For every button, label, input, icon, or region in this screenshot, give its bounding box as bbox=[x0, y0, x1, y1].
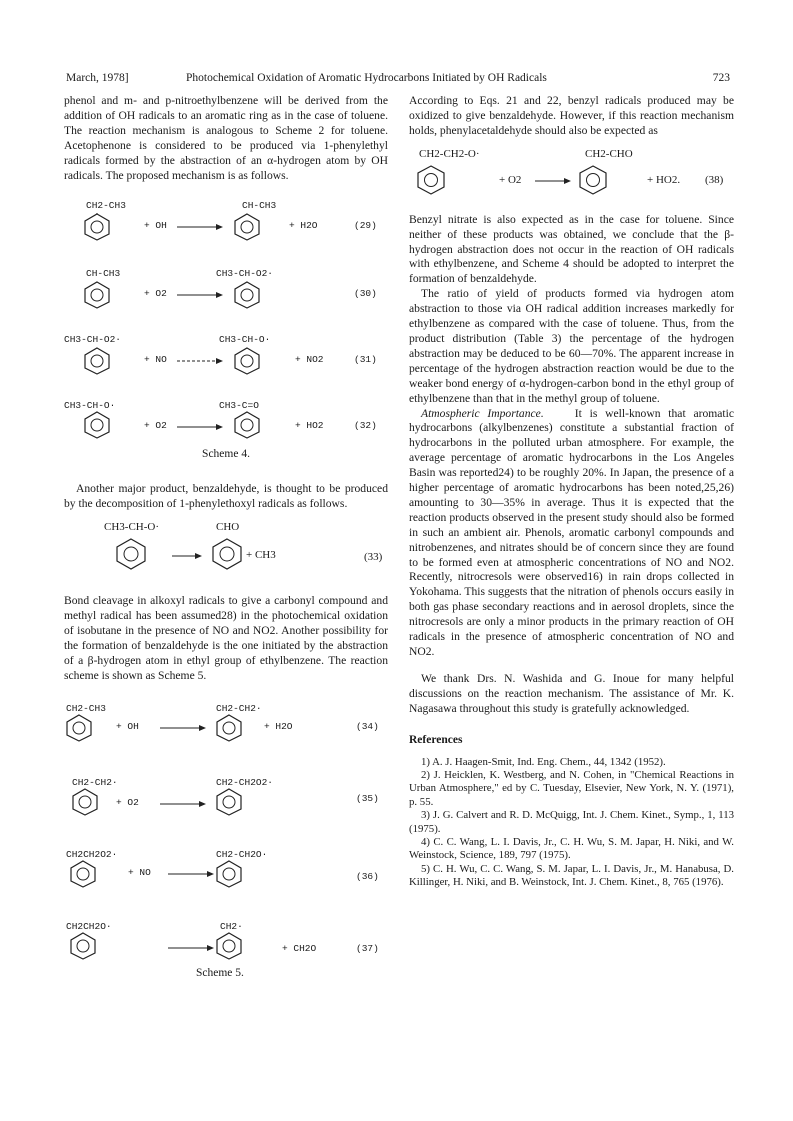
benzene-ring-icon bbox=[216, 788, 242, 816]
benzene-ring-icon bbox=[234, 347, 260, 375]
reactant-label: CH2-CH3 bbox=[86, 200, 126, 212]
product-label: CH3-CH-O2· bbox=[216, 268, 274, 280]
arrow-icon bbox=[160, 800, 206, 808]
benzene-ring-icon bbox=[116, 538, 146, 570]
equation-number: (38) bbox=[705, 173, 724, 186]
reaction-33 bbox=[64, 520, 388, 586]
byproduct-label: + HO2 bbox=[295, 420, 324, 432]
equation-number: (33) bbox=[364, 551, 383, 564]
product-label: CH-CH3 bbox=[242, 200, 277, 212]
benzene-ring-icon bbox=[84, 411, 110, 439]
reaction-34 bbox=[64, 702, 388, 760]
reference-item: 1) A. J. Haagen-Smit, Ind. Eng. Chem., 44, 1342 (1952). bbox=[421, 755, 666, 768]
byproduct-label: + NO2 bbox=[295, 354, 324, 366]
equation-number: (29) bbox=[354, 220, 377, 232]
benzene-ring-icon bbox=[216, 860, 242, 888]
reaction-30 bbox=[64, 267, 388, 327]
reactant-label: CH3-CH-O· bbox=[64, 400, 116, 412]
paragraph: According to Eqs. 21 and 22, benzyl radicals produced may be oxidized to give benzaldehyde. However, if this reaction mechanism holds, phenylacetaldehyde should also be expected as bbox=[409, 94, 734, 137]
byproduct-label: + CH2O bbox=[282, 942, 317, 954]
byproduct-label: + H2O bbox=[264, 720, 293, 732]
arrow-icon bbox=[177, 357, 223, 365]
arrow-icon bbox=[177, 423, 223, 431]
arrow-icon bbox=[172, 552, 202, 560]
benzene-ring-icon bbox=[417, 165, 445, 195]
paragraph: Bond cleavage in alkoxyl radicals to give a carbonyl compound and methyl radical has been assumed28) in the photochemical oxidation of isobutane in the presence of NO and NO2. Another possibility for the formation of benzaldehyde is the one initiated by the abstraction of a β-hydrogen atom in ethyl group of ethylbenzene. The reaction scheme is shown as Scheme 5. bbox=[64, 594, 388, 682]
left-column bbox=[64, 94, 388, 981]
acknowledgment: We thank Drs. N. Washida and G. Inoue for many helpful discussions on the reaction mechanism. The assistance of Mr. K. Nagasawa throughout this study is gratefully acknowledged. bbox=[409, 671, 734, 715]
reagent-label: + O2 bbox=[499, 173, 522, 186]
section-heading: Atmospheric Importance. bbox=[421, 406, 544, 420]
reactant-label: CH3-CH-O· bbox=[104, 521, 159, 534]
scheme-caption: Scheme 5. bbox=[196, 966, 244, 979]
benzene-ring-icon bbox=[66, 714, 92, 742]
benzene-ring-icon bbox=[70, 932, 96, 960]
reagent-label: + OH bbox=[116, 720, 139, 732]
arrow-icon bbox=[168, 870, 214, 878]
reagent-label: + NO bbox=[128, 866, 151, 878]
benzene-ring-icon bbox=[84, 281, 110, 309]
reaction-29 bbox=[64, 199, 388, 257]
reagent-label: + OH bbox=[144, 220, 167, 232]
header-date: March, 1978] bbox=[66, 72, 129, 84]
reference-item: 2) J. Heicklen, K. Westberg, and N. Cohen, in "Chemical Reactions in Urban Atmosphere," ed by C. Tuesday, Elsevier, New York, N. Y. (1971), p. 55. bbox=[409, 768, 735, 808]
benzene-ring-icon bbox=[216, 932, 242, 960]
arrow-icon bbox=[535, 177, 571, 185]
benzene-ring-icon bbox=[72, 788, 98, 816]
reaction-37 bbox=[64, 920, 388, 972]
equation-number: (35) bbox=[356, 792, 379, 804]
reaction-32 bbox=[64, 399, 388, 451]
reactant-label: CH-CH3 bbox=[86, 268, 121, 280]
reference-item: 3) J. G. Calvert and R. D. McQuigg, Int. J. Chem. Kinet., Symp., 1, 113 (1975). bbox=[409, 809, 735, 835]
page-number: 723 bbox=[712, 72, 730, 84]
references-title: References bbox=[409, 733, 463, 746]
reaction-38 bbox=[409, 147, 734, 213]
reference-item: 4) C. C. Wang, L. I. Davis, Jr., C. H. Wu, S. M. Japar, H. Niki, and W. Weinstock, Science, 189, 797 (1975). bbox=[409, 835, 735, 862]
scheme-caption: Scheme 4. bbox=[202, 448, 250, 461]
product-label: CH3-C=O bbox=[219, 400, 259, 412]
reactant-label: CH2CH2O2· bbox=[66, 848, 118, 860]
equation-number: (30) bbox=[354, 288, 377, 300]
product-label: CH2-CH2O· bbox=[216, 848, 268, 860]
arrow-icon bbox=[177, 291, 223, 299]
reaction-36 bbox=[64, 848, 388, 906]
arrow-icon bbox=[177, 223, 223, 231]
benzene-ring-icon bbox=[84, 347, 110, 375]
header-title: Photochemical Oxidation of Aromatic Hydrocarbons Initiated by OH Radicals bbox=[186, 72, 547, 84]
right-column bbox=[409, 94, 734, 890]
benzene-ring-icon bbox=[84, 213, 110, 241]
reference-item: 5) C. H. Wu, C. C. Wang, S. M. Japar, L. I. Davis, Jr., M. Hanabusa, D. Killinger, H. Niki, and B. Weinstock, Int. J. Chem. Kinet., 8, 765 (1976). bbox=[409, 862, 735, 889]
benzene-ring-icon bbox=[234, 281, 260, 309]
byproduct-label: + CH3 bbox=[246, 549, 276, 562]
product-label: CH2-CH2· bbox=[216, 702, 262, 714]
reagent-label: + O2 bbox=[116, 796, 139, 808]
equation-number: (34) bbox=[356, 720, 379, 732]
reaction-35 bbox=[64, 776, 388, 834]
reactant-label: CH2CH2O· bbox=[66, 920, 112, 932]
benzene-ring-icon bbox=[216, 714, 242, 742]
product-label: CHO bbox=[216, 521, 240, 534]
reagent-label: + NO bbox=[144, 354, 167, 366]
reactant-label: CH3-CH-O2· bbox=[64, 334, 122, 346]
byproduct-label: + HO2. bbox=[647, 173, 681, 186]
product-label: CH2-CH2O2· bbox=[216, 776, 274, 788]
paragraph: Atmospheric Importance. It is well-known that aromatic hydrocarbons (alkylbenzenes) constitute a substantial fraction of hydrocarbons in the polluted urban atmosphere. For example, the average percentage of aromatic hydrocarbons in the Los Angeles Basin was reported24) to be roughly 20%. In Japan, the presence of a higher percentage of aromatic hydrocarbons has been noted,25,26) amounting to 30—35% in average. Thus it is expected that the reaction products observed in the present study should also be formed in such an ambient air. Phenols, aromatic carbonyl compounds and nitrobenzenes, and nitrates should be of concern since they are found to be formed even at atmospheric concentrations of NO and NO2. Recently, nitrocresols were observed16) in rain drops collected in Yokohama. This suggests that the nitration of phenols occurs easily in both gas phase secondary reactions and in aerosol droplets, since the nitrocresols are only a minor products in the primary reaction of OH radicals in the presence of atmospheric concentration of NO and NO2. bbox=[409, 406, 734, 658]
equation-number: (31) bbox=[354, 354, 377, 366]
paragraph: Benzyl nitrate is also expected as in the case for toluene. Since neither of these products was obtained, we conclude that the β-hydrogen abstraction does not occur in the reaction of OH radicals with ethylbenzene, and Scheme 4 should be adopted to interpret the formation of benzaldehyde. bbox=[409, 212, 734, 286]
benzene-ring-icon bbox=[70, 860, 96, 888]
product-label: CH2-CHO bbox=[585, 147, 633, 160]
equation-number: (32) bbox=[354, 420, 377, 432]
paragraph: The ratio of yield of products formed via hydrogen atom abstraction to those via OH radical addition increases markedly for ethylbenzene as compared with the case of toluene. Thus, from the product distribution (Table 3) the percentage of the hydrogen abstraction may be deduced to be 60—70%. The apparent increase in percentage of the hydrogen abstraction reaction would be due to the weaker bond energy of α-hydrogen-carbon bond in the ethyl group of ethylbenzene than that in the methyl group of toluene. bbox=[409, 287, 734, 405]
benzene-ring-icon bbox=[234, 213, 260, 241]
reactant-label: CH2-CH3 bbox=[66, 702, 106, 714]
reaction-31 bbox=[64, 333, 388, 393]
byproduct-label: + H2O bbox=[289, 220, 318, 232]
references bbox=[409, 733, 734, 890]
reactant-label: CH2-CH2-O· bbox=[419, 147, 480, 160]
equation-number: (36) bbox=[356, 870, 379, 882]
reactant-label: CH2-CH2· bbox=[72, 776, 118, 788]
product-label: CH2· bbox=[220, 920, 243, 932]
benzene-ring-icon bbox=[234, 411, 260, 439]
arrow-icon bbox=[160, 724, 206, 732]
benzene-ring-icon bbox=[579, 165, 607, 195]
product-label: CH3-CH-O· bbox=[219, 334, 271, 346]
arrow-icon bbox=[168, 944, 214, 952]
paragraph: phenol and m- and p-nitroethylbenzene will be derived from the addition of OH radicals to an aromatic ring as in the case of toluene. The reaction mechanism is analogous to Scheme 2 for toluene. Acetophenone is considered to be produced via 1-phenylethyl radicals formed by the abstraction of an α-hydrogen atom by OH radicals. The proposed mechanism is as follows. bbox=[64, 94, 388, 182]
benzene-ring-icon bbox=[212, 538, 242, 570]
reagent-label: + O2 bbox=[144, 288, 167, 300]
reagent-label: + O2 bbox=[144, 420, 167, 432]
paragraph: Another major product, benzaldehyde, is thought to be produced by the decomposition of 1-phenylethoxyl radicals as follows. bbox=[64, 482, 388, 511]
equation-number: (37) bbox=[356, 942, 379, 954]
